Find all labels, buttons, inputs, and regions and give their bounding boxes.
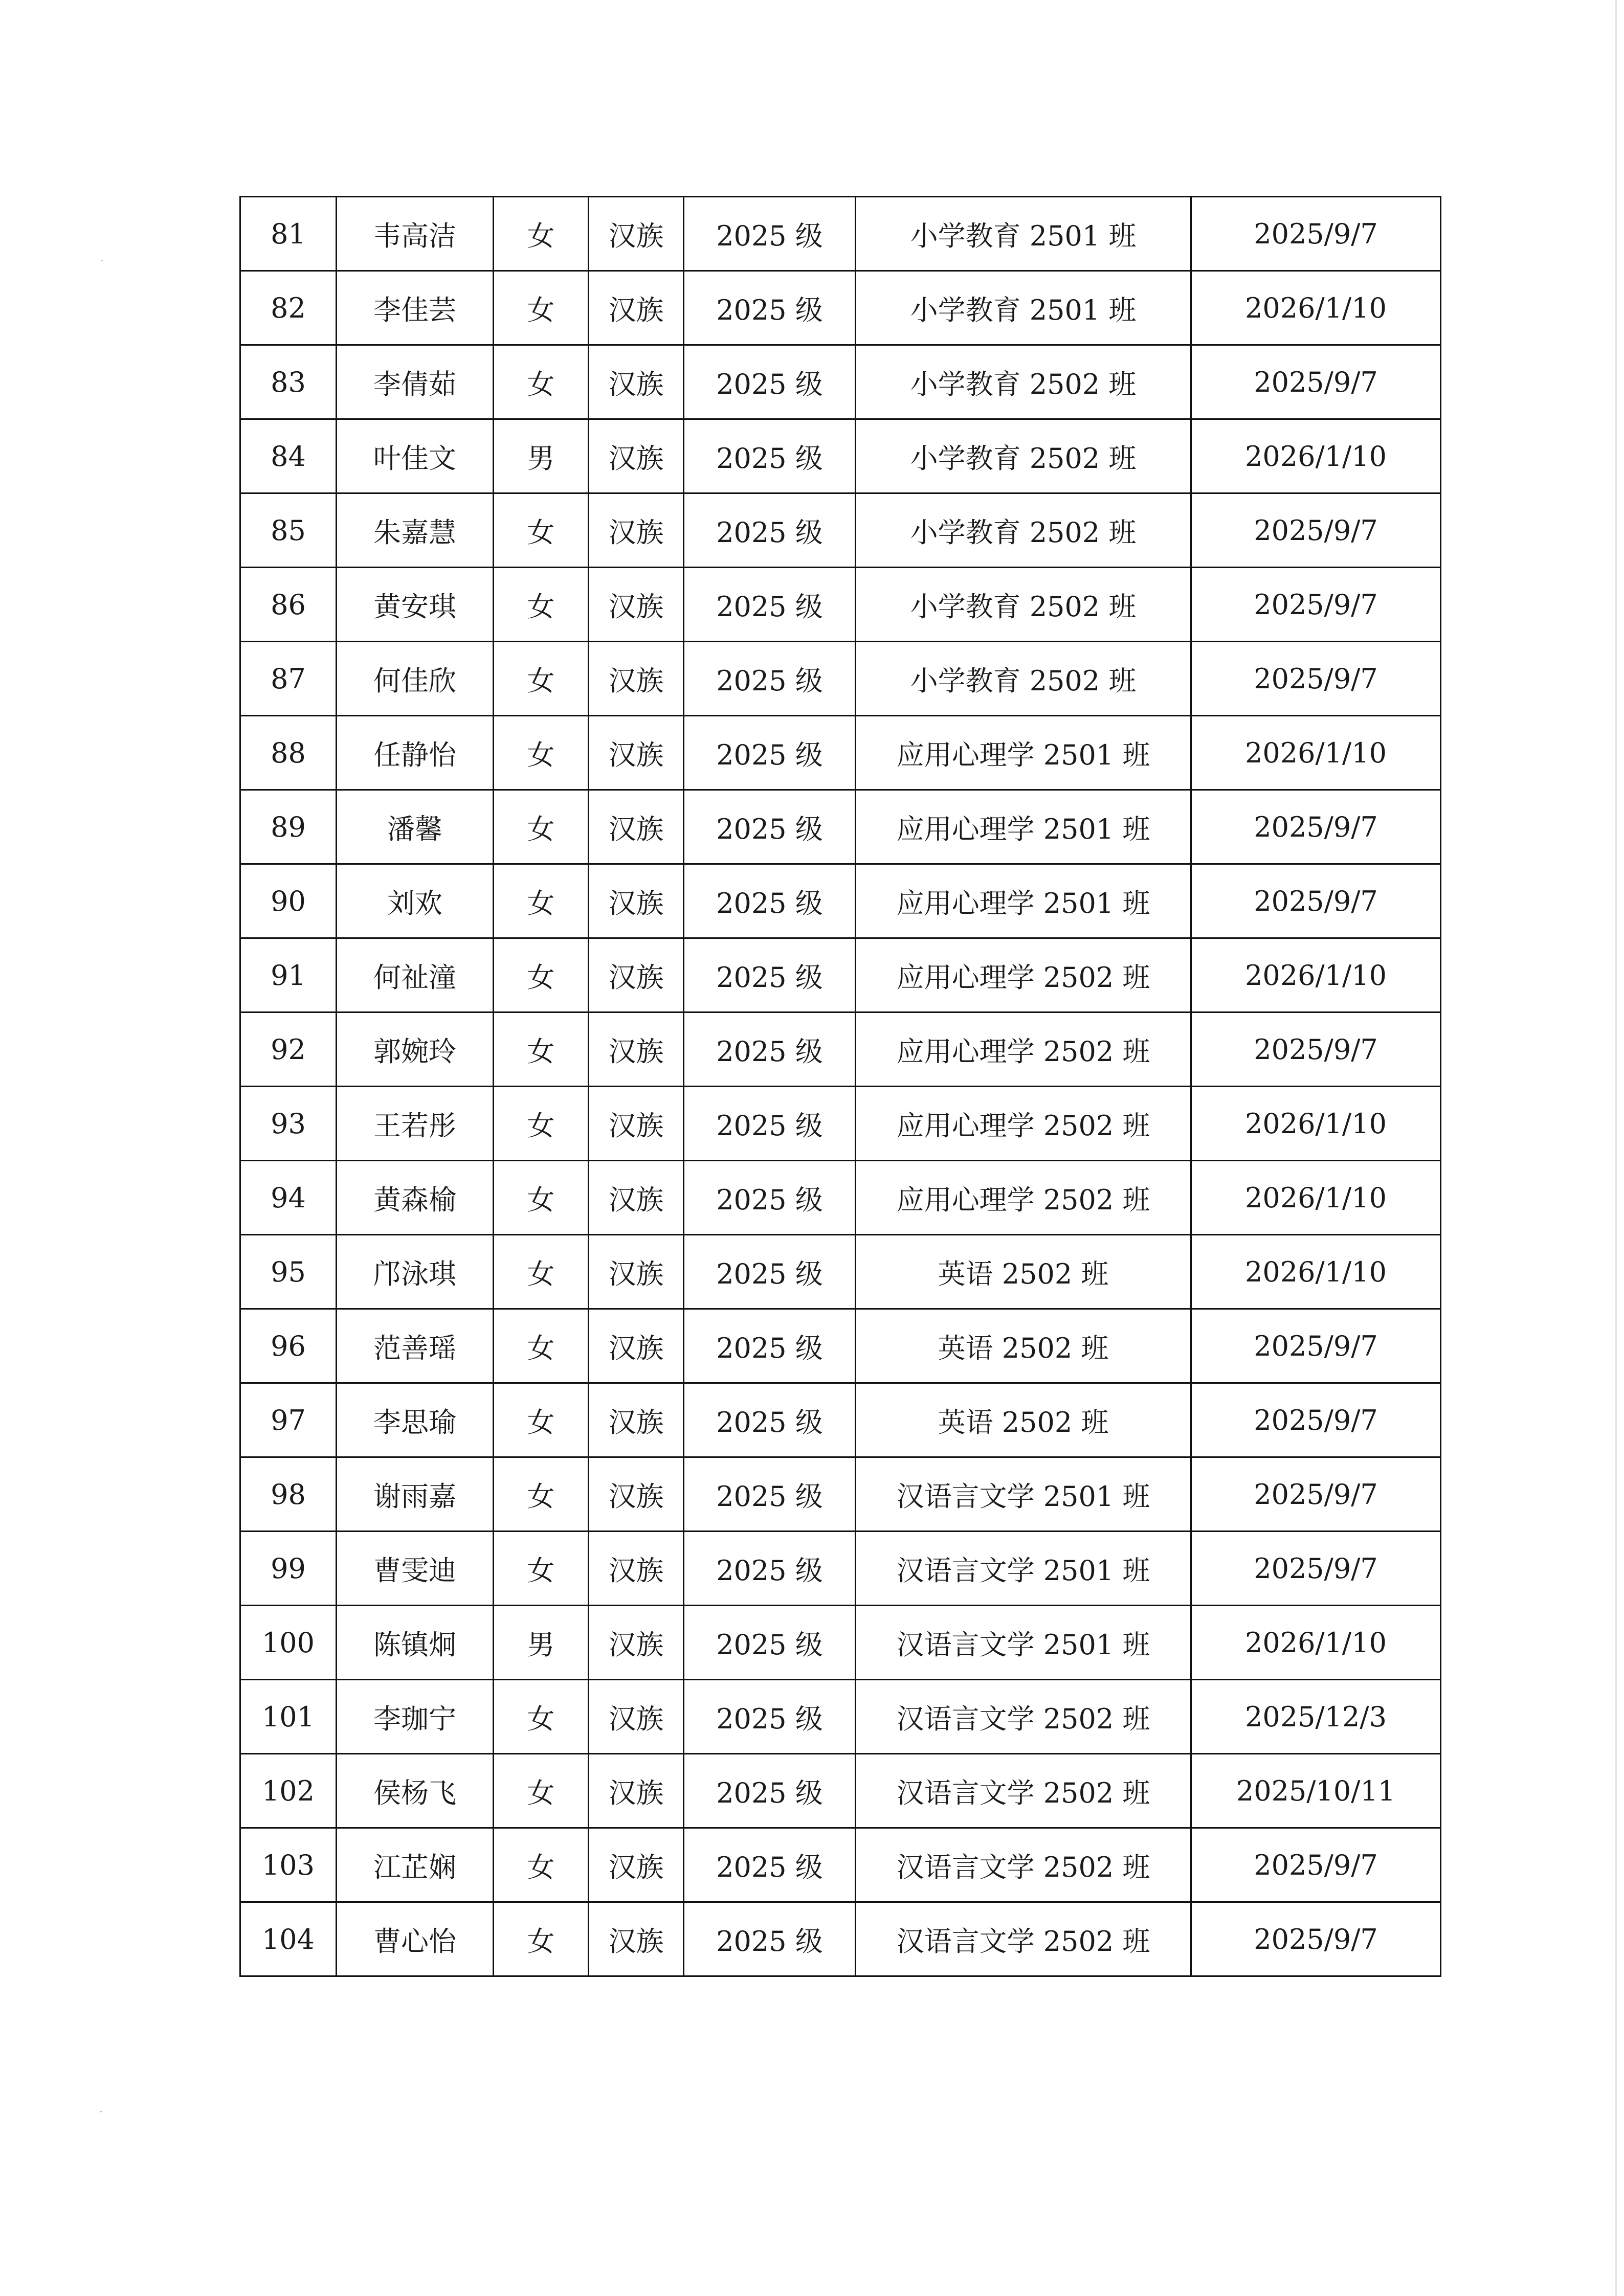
table-row — [240, 790, 1441, 864]
row-number-cell: 102 — [240, 1754, 337, 1828]
table-row — [240, 345, 1441, 419]
class-name-cell: 小学教育 2502 班 — [856, 493, 1191, 568]
ethnicity-cell: 汉族 — [589, 938, 684, 1012]
table-row — [240, 1680, 1441, 1754]
gender-cell: 女 — [494, 1532, 589, 1606]
table-row — [240, 864, 1441, 938]
class-name-cell: 应用心理学 2501 班 — [856, 716, 1191, 790]
class-name-cell: 应用心理学 2502 班 — [856, 938, 1191, 1012]
student-name-cell: 范善瑶 — [337, 1309, 494, 1383]
table-row — [240, 568, 1441, 642]
gender-cell: 女 — [494, 642, 589, 716]
class-name-cell: 英语 2502 班 — [856, 1235, 1191, 1309]
ethnicity-cell: 汉族 — [589, 1902, 684, 1976]
gender-cell: 女 — [494, 716, 589, 790]
table-row — [240, 1606, 1441, 1680]
class-name-cell: 汉语言文学 2502 班 — [856, 1902, 1191, 1976]
grade-cell: 2025 级 — [684, 1383, 856, 1457]
ethnicity-cell: 汉族 — [589, 1828, 684, 1902]
student-name-cell: 李珈宁 — [337, 1680, 494, 1754]
ethnicity-cell: 汉族 — [589, 1235, 684, 1309]
grade-cell: 2025 级 — [684, 1902, 856, 1976]
ethnicity-cell: 汉族 — [589, 568, 684, 642]
grade-cell: 2025 级 — [684, 1754, 856, 1828]
gender-cell: 女 — [494, 271, 589, 345]
gender-cell: 女 — [494, 1680, 589, 1754]
row-number-cell: 82 — [240, 271, 337, 345]
class-name-cell: 小学教育 2502 班 — [856, 345, 1191, 419]
gender-cell: 女 — [494, 197, 589, 271]
student-name-cell: 刘欢 — [337, 864, 494, 938]
class-name-cell: 小学教育 2501 班 — [856, 197, 1191, 271]
row-number-cell: 97 — [240, 1383, 337, 1457]
grade-cell: 2025 级 — [684, 1309, 856, 1383]
student-name-cell: 李倩茹 — [337, 345, 494, 419]
gender-cell: 女 — [494, 864, 589, 938]
table-row — [240, 1457, 1441, 1532]
date-cell: 2026/1/10 — [1191, 1606, 1441, 1680]
date-cell: 2025/9/7 — [1191, 642, 1441, 716]
grade-cell: 2025 级 — [684, 1087, 856, 1161]
ethnicity-cell: 汉族 — [589, 1457, 684, 1532]
class-name-cell: 汉语言文学 2502 班 — [856, 1680, 1191, 1754]
row-number-cell: 103 — [240, 1828, 337, 1902]
ethnicity-cell: 汉族 — [589, 345, 684, 419]
student-name-cell: 陈镇炯 — [337, 1606, 494, 1680]
gender-cell: 女 — [494, 1754, 589, 1828]
class-name-cell: 小学教育 2501 班 — [856, 271, 1191, 345]
table-row — [240, 197, 1441, 271]
ethnicity-cell: 汉族 — [589, 1309, 684, 1383]
ethnicity-cell: 汉族 — [589, 864, 684, 938]
student-name-cell: 曹雯迪 — [337, 1532, 494, 1606]
grade-cell: 2025 级 — [684, 642, 856, 716]
date-cell: 2026/1/10 — [1191, 1161, 1441, 1235]
gender-cell: 女 — [494, 938, 589, 1012]
row-number-cell: 83 — [240, 345, 337, 419]
date-cell: 2025/9/7 — [1191, 345, 1441, 419]
table-row — [240, 1754, 1441, 1828]
date-cell: 2025/9/7 — [1191, 1012, 1441, 1087]
date-cell: 2025/9/7 — [1191, 1383, 1441, 1457]
row-number-cell: 100 — [240, 1606, 337, 1680]
class-name-cell: 小学教育 2502 班 — [856, 568, 1191, 642]
row-number-cell: 89 — [240, 790, 337, 864]
gender-cell: 女 — [494, 568, 589, 642]
ethnicity-cell: 汉族 — [589, 1383, 684, 1457]
grade-cell: 2025 级 — [684, 568, 856, 642]
grade-cell: 2025 级 — [684, 419, 856, 493]
student-name-cell: 谢雨嘉 — [337, 1457, 494, 1532]
row-number-cell: 92 — [240, 1012, 337, 1087]
class-name-cell: 英语 2502 班 — [856, 1383, 1191, 1457]
row-number-cell: 98 — [240, 1457, 337, 1532]
ethnicity-cell: 汉族 — [589, 1087, 684, 1161]
gender-cell: 女 — [494, 1161, 589, 1235]
class-name-cell: 汉语言文学 2501 班 — [856, 1532, 1191, 1606]
grade-cell: 2025 级 — [684, 716, 856, 790]
scan-speck — [101, 260, 103, 261]
gender-cell: 女 — [494, 1457, 589, 1532]
row-number-cell: 84 — [240, 419, 337, 493]
gender-cell: 女 — [494, 790, 589, 864]
gender-cell: 女 — [494, 1828, 589, 1902]
grade-cell: 2025 级 — [684, 864, 856, 938]
class-name-cell: 汉语言文学 2501 班 — [856, 1606, 1191, 1680]
student-name-cell: 侯杨飞 — [337, 1754, 494, 1828]
class-name-cell: 应用心理学 2501 班 — [856, 864, 1191, 938]
student-name-cell: 朱嘉慧 — [337, 493, 494, 568]
table-row — [240, 1161, 1441, 1235]
student-name-cell: 黄安琪 — [337, 568, 494, 642]
grade-cell: 2025 级 — [684, 271, 856, 345]
date-cell: 2025/9/7 — [1191, 1828, 1441, 1902]
ethnicity-cell: 汉族 — [589, 1012, 684, 1087]
gender-cell: 女 — [494, 1309, 589, 1383]
student-name-cell: 韦高洁 — [337, 197, 494, 271]
scan-edge — [1615, 0, 1617, 2296]
gender-cell: 女 — [494, 1087, 589, 1161]
row-number-cell: 90 — [240, 864, 337, 938]
student-name-cell: 郭婉玲 — [337, 1012, 494, 1087]
class-name-cell: 小学教育 2502 班 — [856, 419, 1191, 493]
table-row — [240, 493, 1441, 568]
table-row — [240, 1309, 1441, 1383]
table-row — [240, 419, 1441, 493]
date-cell: 2025/12/3 — [1191, 1680, 1441, 1754]
gender-cell: 女 — [494, 345, 589, 419]
grade-cell: 2025 级 — [684, 1457, 856, 1532]
gender-cell: 女 — [494, 493, 589, 568]
date-cell: 2025/9/7 — [1191, 1532, 1441, 1606]
class-name-cell: 应用心理学 2501 班 — [856, 790, 1191, 864]
grade-cell: 2025 级 — [684, 1012, 856, 1087]
class-name-cell: 应用心理学 2502 班 — [856, 1012, 1191, 1087]
ethnicity-cell: 汉族 — [589, 197, 684, 271]
row-number-cell: 87 — [240, 642, 337, 716]
date-cell: 2026/1/10 — [1191, 716, 1441, 790]
date-cell: 2026/1/10 — [1191, 1235, 1441, 1309]
student-name-cell: 何佳欣 — [337, 642, 494, 716]
date-cell: 2025/9/7 — [1191, 790, 1441, 864]
ethnicity-cell: 汉族 — [589, 271, 684, 345]
row-number-cell: 94 — [240, 1161, 337, 1235]
table-row — [240, 1087, 1441, 1161]
class-name-cell: 汉语言文学 2501 班 — [856, 1457, 1191, 1532]
grade-cell: 2025 级 — [684, 1532, 856, 1606]
ethnicity-cell: 汉族 — [589, 1532, 684, 1606]
student-name-cell: 曹心怡 — [337, 1902, 494, 1976]
ethnicity-cell: 汉族 — [589, 1680, 684, 1754]
date-cell: 2025/9/7 — [1191, 197, 1441, 271]
row-number-cell: 104 — [240, 1902, 337, 1976]
date-cell: 2025/9/7 — [1191, 1902, 1441, 1976]
table-row — [240, 1532, 1441, 1606]
student-name-cell: 叶佳文 — [337, 419, 494, 493]
date-cell: 2026/1/10 — [1191, 1087, 1441, 1161]
grade-cell: 2025 级 — [684, 1606, 856, 1680]
class-name-cell: 汉语言文学 2502 班 — [856, 1754, 1191, 1828]
date-cell: 2025/9/7 — [1191, 1457, 1441, 1532]
gender-cell: 女 — [494, 1012, 589, 1087]
table-row — [240, 938, 1441, 1012]
date-cell: 2026/1/10 — [1191, 938, 1441, 1012]
class-name-cell: 小学教育 2502 班 — [856, 642, 1191, 716]
table-row — [240, 1383, 1441, 1457]
row-number-cell: 101 — [240, 1680, 337, 1754]
student-name-cell: 任静怡 — [337, 716, 494, 790]
row-number-cell: 95 — [240, 1235, 337, 1309]
date-cell: 2026/1/10 — [1191, 271, 1441, 345]
table-row — [240, 1828, 1441, 1902]
gender-cell: 女 — [494, 1383, 589, 1457]
table-row — [240, 1235, 1441, 1309]
ethnicity-cell: 汉族 — [589, 642, 684, 716]
row-number-cell: 88 — [240, 716, 337, 790]
student-name-cell: 李佳芸 — [337, 271, 494, 345]
ethnicity-cell: 汉族 — [589, 790, 684, 864]
gender-cell: 女 — [494, 1235, 589, 1309]
row-number-cell: 93 — [240, 1087, 337, 1161]
grade-cell: 2025 级 — [684, 790, 856, 864]
gender-cell: 男 — [494, 419, 589, 493]
table-row — [240, 1012, 1441, 1087]
ethnicity-cell: 汉族 — [589, 1754, 684, 1828]
ethnicity-cell: 汉族 — [589, 1161, 684, 1235]
row-number-cell: 91 — [240, 938, 337, 1012]
row-number-cell: 96 — [240, 1309, 337, 1383]
table-row — [240, 271, 1441, 345]
ethnicity-cell: 汉族 — [589, 716, 684, 790]
gender-cell: 男 — [494, 1606, 589, 1680]
grade-cell: 2025 级 — [684, 197, 856, 271]
date-cell: 2025/9/7 — [1191, 864, 1441, 938]
date-cell: 2025/10/11 — [1191, 1754, 1441, 1828]
grade-cell: 2025 级 — [684, 938, 856, 1012]
row-number-cell: 81 — [240, 197, 337, 271]
grade-cell: 2025 级 — [684, 1161, 856, 1235]
date-cell: 2025/9/7 — [1191, 493, 1441, 568]
student-name-cell: 何祉潼 — [337, 938, 494, 1012]
gender-cell: 女 — [494, 1902, 589, 1976]
student-name-cell: 李思瑜 — [337, 1383, 494, 1457]
ethnicity-cell: 汉族 — [589, 1606, 684, 1680]
date-cell: 2025/9/7 — [1191, 1309, 1441, 1383]
class-name-cell: 汉语言文学 2502 班 — [856, 1828, 1191, 1902]
table-row — [240, 1902, 1441, 1976]
scan-speck — [100, 2111, 102, 2112]
student-roster-table — [239, 196, 1441, 1977]
grade-cell: 2025 级 — [684, 1680, 856, 1754]
ethnicity-cell: 汉族 — [589, 419, 684, 493]
class-name-cell: 应用心理学 2502 班 — [856, 1087, 1191, 1161]
student-name-cell: 王若彤 — [337, 1087, 494, 1161]
student-name-cell: 江芷娴 — [337, 1828, 494, 1902]
date-cell: 2025/9/7 — [1191, 568, 1441, 642]
grade-cell: 2025 级 — [684, 345, 856, 419]
grade-cell: 2025 级 — [684, 1235, 856, 1309]
grade-cell: 2025 级 — [684, 1828, 856, 1902]
student-name-cell: 潘馨 — [337, 790, 494, 864]
table-row — [240, 716, 1441, 790]
ethnicity-cell: 汉族 — [589, 493, 684, 568]
student-name-cell: 黄森榆 — [337, 1161, 494, 1235]
date-cell: 2026/1/10 — [1191, 419, 1441, 493]
class-name-cell: 英语 2502 班 — [856, 1309, 1191, 1383]
roster-body — [240, 197, 1441, 1976]
student-name-cell: 邝泳琪 — [337, 1235, 494, 1309]
grade-cell: 2025 级 — [684, 493, 856, 568]
table-row — [240, 642, 1441, 716]
class-name-cell: 应用心理学 2502 班 — [856, 1161, 1191, 1235]
row-number-cell: 85 — [240, 493, 337, 568]
row-number-cell: 86 — [240, 568, 337, 642]
row-number-cell: 99 — [240, 1532, 337, 1606]
